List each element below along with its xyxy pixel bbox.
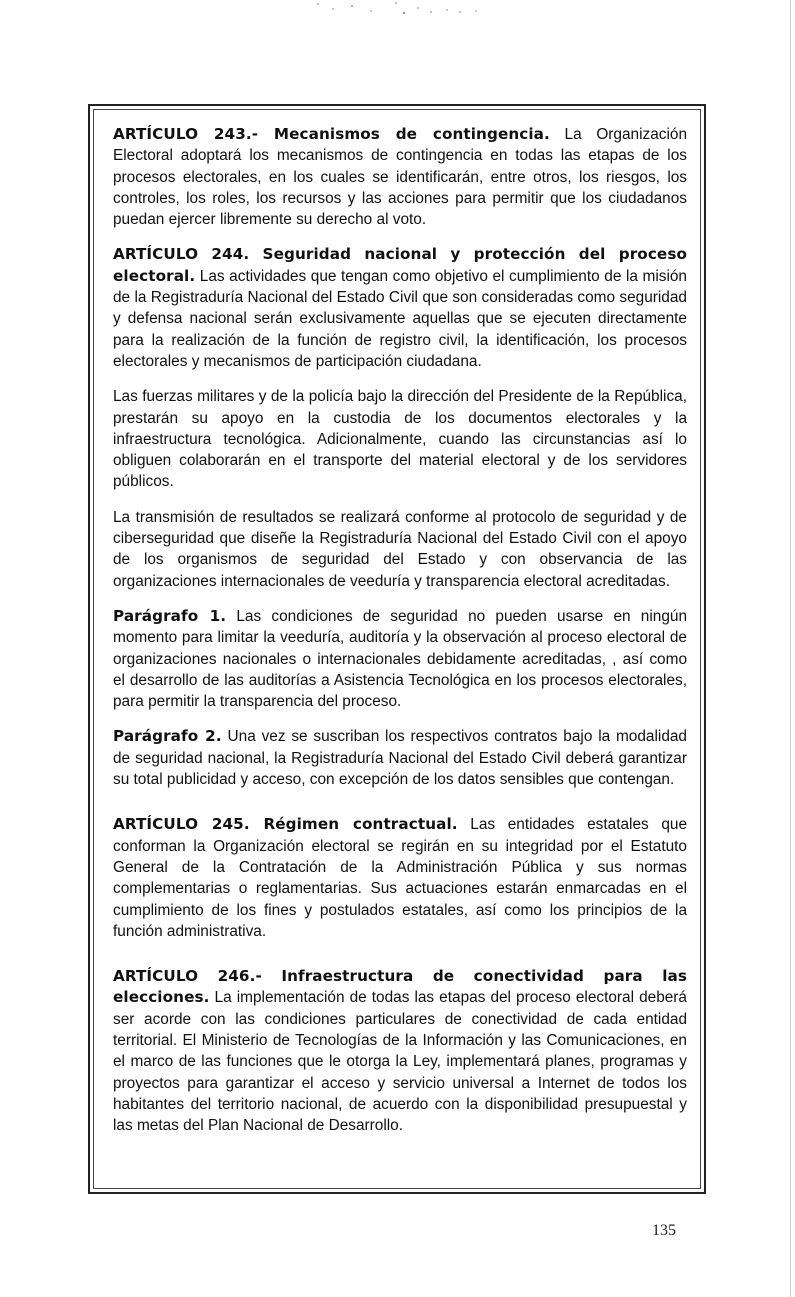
paragraph-1 <box>113 606 687 712</box>
armed-forces-text: Las fuerzas militares y de la policía bajo la dirección del Presidente de la República, prestarán su apoyo en la custodia de los documentos electorales y la infraestructura tecnológica. Adicionalmente, cuando las circunstancias así lo obliguen colaborarán en el transporte del material electoral y de los servidores públicos. <box>113 388 687 491</box>
paragraph-2-heading: Parágrafo 2. <box>113 727 222 746</box>
page-number: 135 <box>652 1222 676 1239</box>
article-245-paragraph <box>113 814 687 942</box>
article-243-heading: ARTÍCULO 243.- Mecanismos de contingencia. <box>113 125 550 143</box>
article-243-text: La Organización Electoral adoptará los mecanismos de contingencia en todas las etapas de los procesos electorales, en los cuales se identificarán, entre otros, los riesgos, los controles, los roles, los recursos y las acciones para permitir que los ciudadanos puedan ejercer libremente su derecho al voto. <box>113 126 688 229</box>
results-transmission-text: La transmisión de resultados se realizará conforme al protocolo de seguridad y de ciberseguridad que diseñe la Registraduría Nacional del Estado Civil con el apoyo de los organismos de seguridad del Estado y con observancia de las organizaciones internacionales de veeduría y transparencia electoral acreditadas. <box>113 508 687 590</box>
article-245-heading: ARTÍCULO 245. Régimen contractual. <box>113 815 458 834</box>
paragraph-1-heading: Parágrafo 1. <box>113 606 227 625</box>
article-244-text: Las actividades que tengan como objetivo el cumplimiento de la misión de la Registraduría Nacional del Estado Civil que son consideradas como seguridad y defensa nacional serán exclusivamente aquellas que se ejecuten directamente para la realización de la función de registro civil, la identificación, los procesos electorales y mecanismos de participación ciudadana. <box>113 267 687 370</box>
article-246-paragraph <box>113 966 687 1136</box>
article-246-heading: ARTÍCULO 246.- Infraestructura de conectividad para las elecciones. <box>113 967 687 1007</box>
results-transmission-paragraph <box>113 507 687 592</box>
article-243-paragraph <box>113 124 687 230</box>
page-edge-line <box>790 0 791 1297</box>
article-245-text: Las entidades estatales que conforman la Organización electoral se regirán en su integridad por el Estatuto General de la Contratación de la Administración Pública y sus normas complementarias o reglamentarias. Sus actuaciones estarán enmarcadas en el cumplimiento de los fines y postulados estatales, así como los principios de la función administrativa. <box>113 816 688 940</box>
document-body <box>113 124 687 1150</box>
scan-noise-marks <box>300 0 490 22</box>
paragraph-2-text: Una vez se suscriban los respectivos contratos bajo la modalidad de seguridad nacional, la Registraduría Nacional del Estado Civil deberá garantizar su total publicidad y acceso, con excepción de los datos sensibles que contengan. <box>113 728 687 789</box>
paragraph-1-text: Las condiciones de seguridad no pueden usarse en ningún momento para limitar la veeduría, auditoría y la observación al proceso electoral de organizaciones nacionales o internacionales debidamente acreditadas, , así como el desarrollo de las auditorías a Asistencia Tecnológica en los procesos electorales, para permitir la transparencia del proceso. <box>113 607 688 711</box>
article-244-paragraph <box>113 244 687 372</box>
article-244-heading: ARTÍCULO 244. Seguridad nacional y protección del proceso electoral. <box>113 245 687 285</box>
paragraph-2 <box>113 726 687 790</box>
article-246-text: La implementación de todas las etapas del proceso electoral deberá ser acorde con las condiciones particulares de conectividad de cada entidad territorial. El Ministerio de Tecnologías de la Información y las Comunicaciones, en el marco de las funciones que le otorga la Ley, implementará planes, programas y proyectos para garantizar el acceso y servicio universal a Internet de todos los habitantes del territorio nacional, de acuerdo con la disponibilidad presupuestal y las metas del Plan Nacional de Desarrollo. <box>113 989 687 1135</box>
armed-forces-paragraph <box>113 386 687 492</box>
